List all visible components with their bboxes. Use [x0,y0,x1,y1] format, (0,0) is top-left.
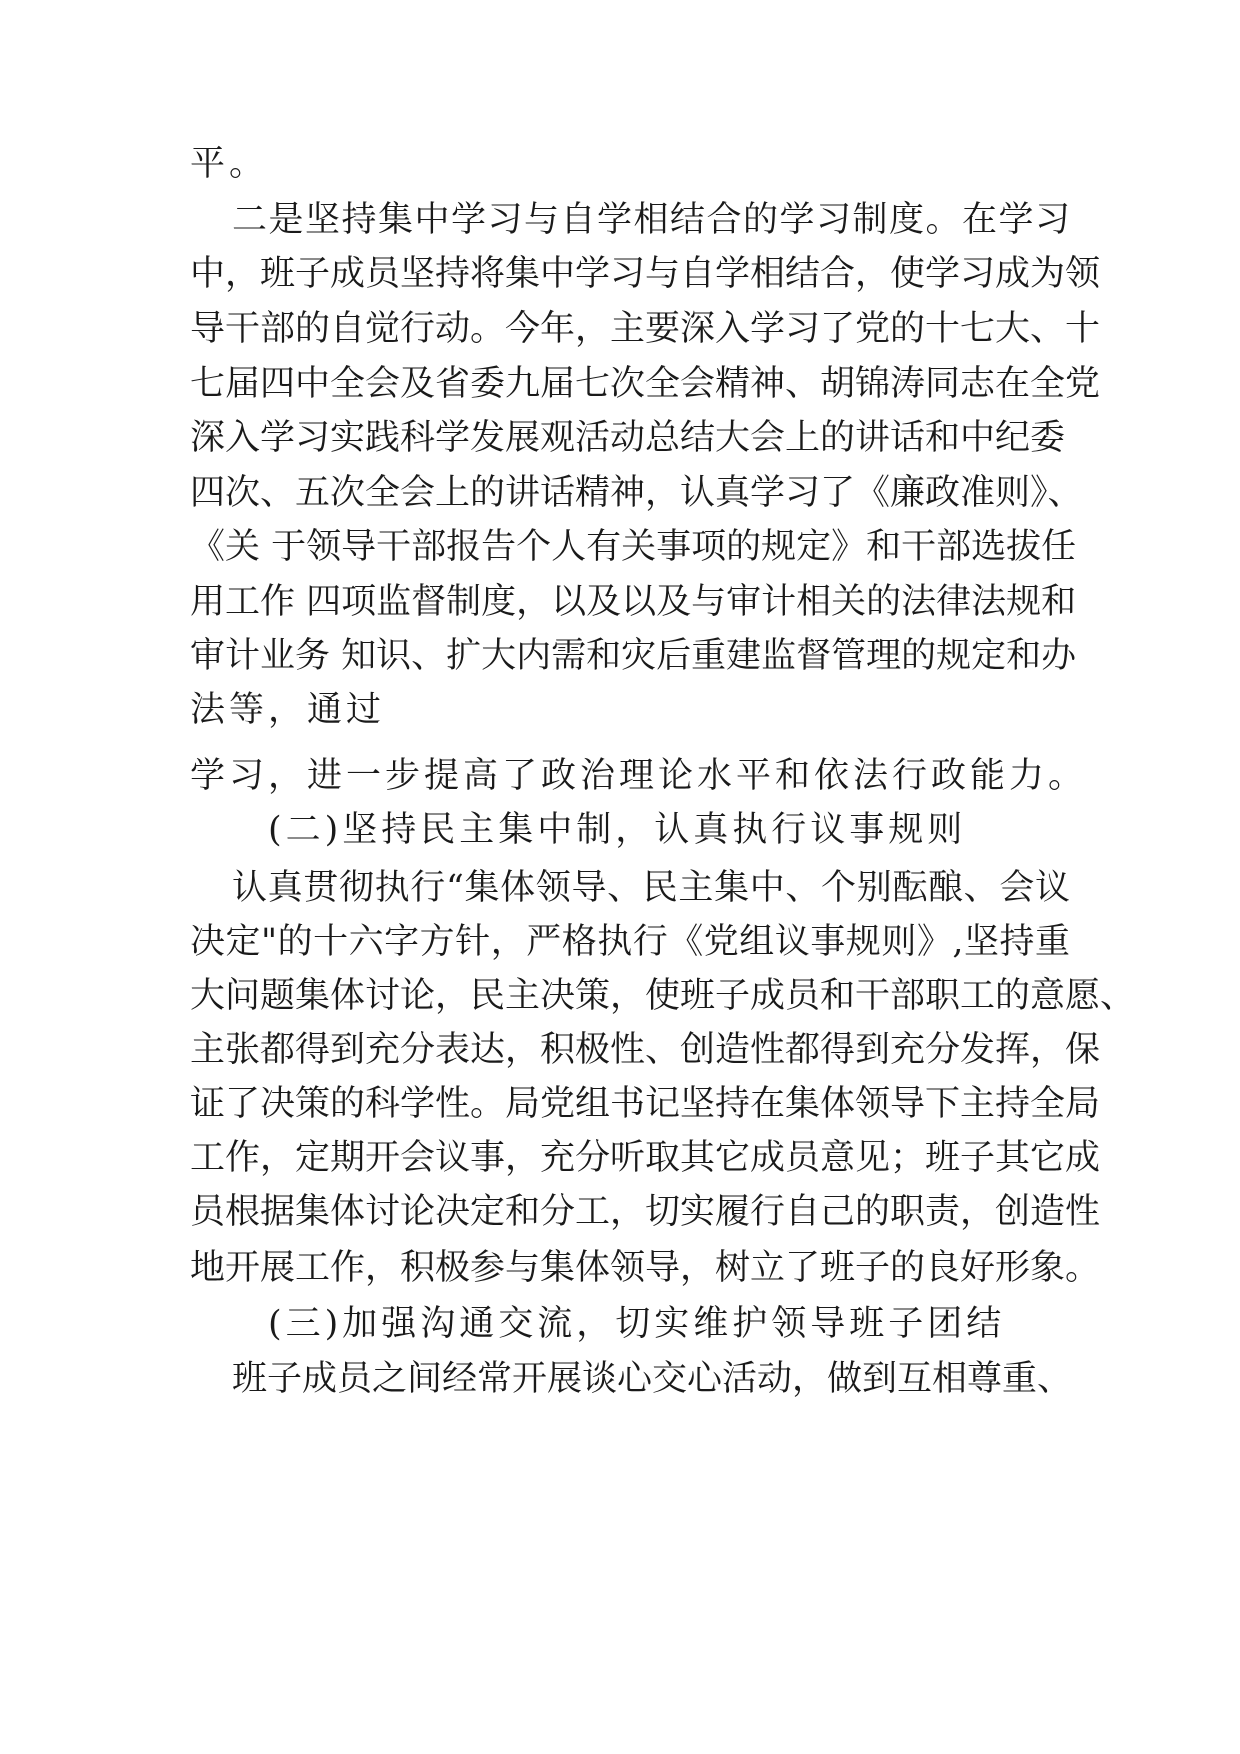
text-line: 工作，定期开会议事，充分听取其它成员意见；班子其它成 [190,1138,1101,1178]
text-line: 深入学习实践科学发展观活动总结大会上的讲话和中纪委 [190,418,1066,458]
text-line: 地开展工作，积极参与集体领导，树立了班子的良好形象。 [190,1248,1101,1288]
text-line: 员根据集体讨论决定和分工，切实履行自己的职责，创造性 [190,1192,1101,1232]
text-line: 决定"的十六字方针，严格执行《党组议事规则》,坚持重 [190,922,1070,962]
text-line: 七届四中全会及省委九届七次全会精神、胡锦涛同志在全党 [190,364,1101,404]
paragraph-first-line: 班子成员之间经常开展谈心交心活动，做到互相尊重、 [232,1359,1073,1399]
text-line: 平。 [190,144,269,184]
text-line: 法等，通过 [190,690,386,730]
text-line: 中，班子成员坚持将集中学习与自学相结合，使学习成为领 [190,254,1101,294]
text-line: 《关 于领导干部报告个人有关事项的规定》和干部选拔任 [190,527,1077,567]
text-line: 导干部的自觉行动。今年，主要深入学习了党的十七大、十 [190,309,1101,349]
text-line: 审计业务 知识、扩大内需和灾后重建监督管理的规定和办 [190,636,1077,676]
section-heading: (三)加强沟通交流，切实维护领导班子团结 [268,1304,1006,1344]
text-line: 用工作 四项监督制度，以及以及与审计相关的法律法规和 [190,582,1077,622]
text-line: 学习，进一步提高了政治理论水平和依法行政能力。 [190,756,1088,796]
paragraph-first-line: 认真贯彻执行“集体领导、民主集中、个别酝酿、会议 [232,868,1070,908]
text-line: 四次、五次全会上的讲话精神，认真学习了《廉政准则》、 [190,473,1083,513]
text-line: 大问题集体讨论，民主决策，使班子成员和干部职工的意愿、 [190,976,1136,1016]
paragraph-first-line: 二是坚持集中学习与自学相结合的学习制度。在学习 [232,200,1070,240]
section-heading: (二)坚持民主集中制，认真执行议事规则 [268,810,967,850]
text-line: 证了决策的科学性。局党组书记坚持在集体领导下主持全局 [190,1084,1101,1124]
text-line: 主张都得到充分表达，积极性、创造性都得到充分发挥，保 [190,1030,1101,1070]
